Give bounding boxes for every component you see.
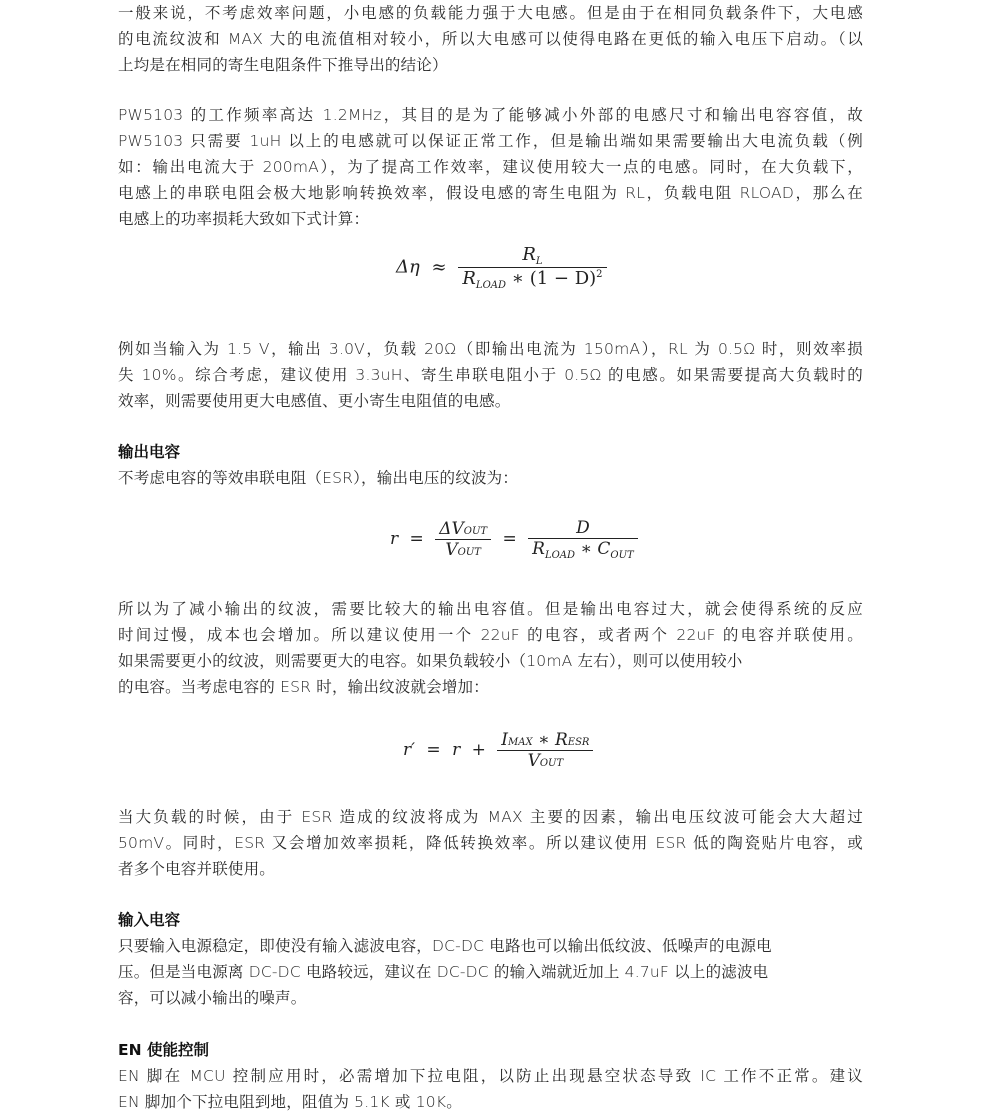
paragraph-line: 失 10%。综合考虑，建议使用 3.3uH、寄生串联电阻小于 0.5Ω 的电感。如果需要提高大负载时的 xyxy=(118,366,863,384)
formula-numerator-sub: L xyxy=(535,256,543,267)
paragraph-line: PW5103 的工作频率高达 1.2MHz，其目的是为了能够减小外部的电感尺寸和输出电容容值，故 xyxy=(118,106,863,124)
formula-denominator-sub: OUT xyxy=(539,758,564,769)
ripple-formula xyxy=(390,518,638,561)
formula-denominator-sub: LOAD xyxy=(475,280,506,291)
pw5103-paragraph xyxy=(118,102,863,232)
paragraph-line: 上均是在相同的寄生电阻条件下推导出的结论） xyxy=(118,56,448,74)
paragraph-line: 的电容。当考虑电容的 ESR 时，输出纹波就会增加： xyxy=(118,678,489,696)
formula-equals: = xyxy=(426,740,441,760)
formula-numerator-sub: OUT xyxy=(463,526,488,537)
output-cap-paragraph xyxy=(118,465,863,491)
output-cap-heading: 输出电容 xyxy=(118,443,181,461)
formula-denominator-rest: ∗ (1 − D) xyxy=(511,268,597,289)
formula-denominator: V xyxy=(527,751,540,771)
paragraph-line: EN 脚在 MCU 控制应用时，必需增加下拉电阻，以防止出现悬空状态导致 IC 工作不正常。建议 xyxy=(118,1067,863,1085)
formula-denominator-sub: OUT xyxy=(457,547,481,558)
formula-denominator: R xyxy=(462,268,476,289)
formula-lhs: Δη xyxy=(396,256,420,278)
paragraph-line: 如：输出电流大于 200mA），为了提高工作效率，建议使用较大一点的电感。同时，在大负载下， xyxy=(118,158,863,176)
esr-formula xyxy=(403,730,593,771)
formula-operator: ∗ xyxy=(580,539,592,559)
formula-numerator: D xyxy=(576,518,590,538)
formula-exponent: 2 xyxy=(596,269,603,280)
formula-fraction xyxy=(528,518,638,561)
formula-numerator: R xyxy=(522,244,536,265)
en-control-paragraph xyxy=(118,1063,863,1115)
intro-paragraph xyxy=(118,0,863,78)
paragraph-line: 压。但是当电源离 DC-DC 电路较远，建议在 DC-DC 的输入端就近加上 4.7uF 以上的滤波电 xyxy=(118,963,769,981)
paragraph-line: 所以为了减小输出的纹波，需要比较大的输出电容值。但是输出电容过大，就会使得系统的反应 xyxy=(118,600,863,618)
formula-equals: = xyxy=(409,529,424,549)
paragraph-line: 例如当输入为 1.5 V，输出 3.0V，负载 20Ω（即输出电流为 150mA），RL 为 0.5Ω 时，则效率损 xyxy=(118,340,863,358)
formula-lhs: r′ xyxy=(403,740,415,760)
paragraph-line: 电感上的串联电阻会极大地影响转换效率，假设电感的寄生电阻为 RL，负载电阻 RLOAD，那么在 xyxy=(118,184,863,202)
formula-denominator-b-sub: OUT xyxy=(610,550,634,561)
paragraph-line: 一般来说，不考虑效率问题，小电感的负载能力强于大电感。但是由于在相同负载条件下，大电感 xyxy=(118,4,863,22)
formula-operator: ∗ xyxy=(537,730,550,750)
paragraph-line: 当大负载的时候，由于 ESR 造成的纹波将成为 MAX 主要的因素，输出电压纹波可能会大大超过 xyxy=(118,808,863,826)
formula-denominator-b: C xyxy=(597,539,611,559)
paragraph-line: 容，可以减小输出的噪声。 xyxy=(118,989,307,1007)
formula-denominator: V xyxy=(445,540,458,560)
formula-fraction xyxy=(497,730,593,771)
formula-numerator: ΔV xyxy=(439,519,464,539)
efficiency-formula xyxy=(396,244,607,291)
paragraph-line: PW5103 只需要 1uH 以上的电感就可以保证正常工作，但是输出端如果需要输出大电流负载（例 xyxy=(118,132,863,150)
formula-numerator-a: I xyxy=(501,730,508,750)
formula-denominator-a: R xyxy=(532,539,545,559)
paragraph-line: 如果需要更小的纹波，则需要更大的电容。如果负载较小（10mA 左右），则可以使用较小 xyxy=(118,652,743,670)
formula-lhs: r xyxy=(390,529,399,549)
input-cap-paragraph xyxy=(118,933,863,1011)
ripple-paragraph xyxy=(118,596,863,700)
formula-numerator-b-sub: ESR xyxy=(567,737,590,748)
paragraph-line: 的电流纹波和 MAX 大的电流值相对较小，所以大电感可以使得电路在更低的输入电压下启动。（以 xyxy=(118,30,863,48)
formula-numerator-b: R xyxy=(554,730,568,750)
paragraph-line: 者多个电容并联使用。 xyxy=(118,860,276,878)
input-cap-heading: 输入电容 xyxy=(118,911,181,929)
formula-fraction xyxy=(458,244,606,291)
paragraph-line: EN 脚加个下拉电阻到地，阻值为 5.1K 或 10K。 xyxy=(118,1093,462,1111)
paragraph-line: 不考虑电容的等效串联电阻（ESR），输出电压的纹波为： xyxy=(118,469,519,487)
formula-r: r xyxy=(452,740,461,760)
formula-fraction xyxy=(435,519,491,560)
paragraph-line: 50mV。同时，ESR 又会增加效率损耗，降低转换效率。所以建议使用 ESR 低的陶瓷贴片电容，或 xyxy=(118,834,863,852)
paragraph-line: 只要输入电源稳定，即使没有输入滤波电容，DC-DC 电路也可以输出低纹波、低噪声的电源电 xyxy=(118,937,772,955)
formula-numerator-a-sub: MAX xyxy=(507,737,533,748)
formula-equals: = xyxy=(502,529,517,549)
paragraph-line: 效率，则需要使用更大电感值、更小寄生电阻值的电感。 xyxy=(118,392,511,410)
esr-paragraph xyxy=(118,804,863,882)
formula-denominator-a-sub: LOAD xyxy=(544,550,576,561)
formula-plus: + xyxy=(471,740,486,760)
example-paragraph xyxy=(118,336,863,414)
formula-approx: ≈ xyxy=(431,256,447,278)
en-control-heading: EN 使能控制 xyxy=(118,1041,209,1059)
paragraph-line: 时间过慢，成本也会增加。所以建议使用一个 22uF 的电容，或者两个 22uF 的电容并联使用。 xyxy=(118,626,863,644)
paragraph-line: 电感上的功率损耗大致如下式计算： xyxy=(118,210,370,228)
